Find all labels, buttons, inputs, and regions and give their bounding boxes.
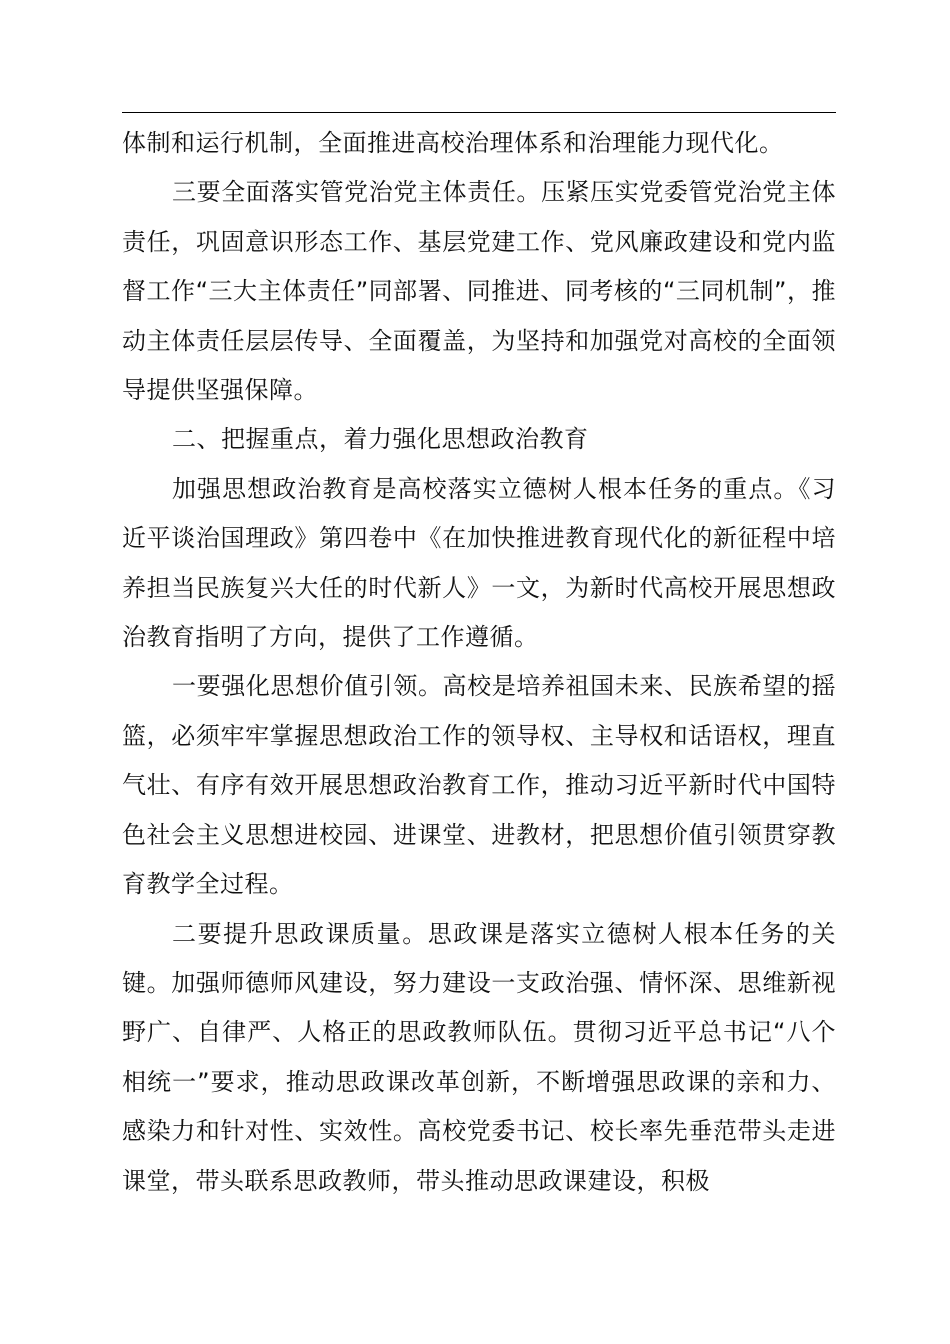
paragraph-education-intro: 加强思想政治教育是高校落实立德树人根本任务的重点。《习近平谈治国理政》第四卷中《在加快推进教育现代化的新征程中培养担当民族复兴大任的时代新人》一文，为新时代高校开展思想政治教育指明了方向，提供了工作遵循。 — [122, 474, 836, 652]
paragraph-continuation: 体制和运行机制，全面推进高校治理体系和治理能力现代化。 — [122, 129, 784, 157]
section-heading-ideological-education: 二、把握重点，着力强化思想政治教育 — [172, 425, 589, 454]
paragraph-course-quality: 二要提升思政课质量。思政课是落实立德树人根本任务的关键。加强师德师风建设，努力建设一支政治强、情怀深、思维新视野广、自律严、人格正的思政教师队伍。贯彻习近平总书记“八个相统一”要求，推动思政课改革创新，不断增强思政课的亲和力、感染力和针对性、实效性。高校党委书记、校长率先垂范带头走进课堂，带头联系思政教师，带头推动思政课建设，积极 — [122, 919, 836, 1195]
paragraph-party-responsibility: 三要全面落实管党治党主体责任。压紧压实党委管党治党主体责任，巩固意识形态工作、基层党建工作、党风廉政建设和党内监督工作“三大主体责任”同部署、同推进、同考核的“三同机制”，推动主体责任层层传导、全面覆盖，为坚持和加强党对高校的全面领导提供坚强保障。 — [122, 178, 836, 405]
document-body — [122, 119, 836, 1206]
paragraph-value-guidance: 一要强化思想价值引领。高校是培养祖国未来、民族希望的摇篮，必须牢牢掌握思想政治工作的领导权、主导权和话语权，理直气壮、有序有效开展思想政治教育工作，推动习近平新时代中国特色社会主义思想进校园、进课堂、进教材，把思想价值引领贯穿教育教学全过程。 — [122, 672, 836, 899]
header-rule — [122, 112, 836, 113]
